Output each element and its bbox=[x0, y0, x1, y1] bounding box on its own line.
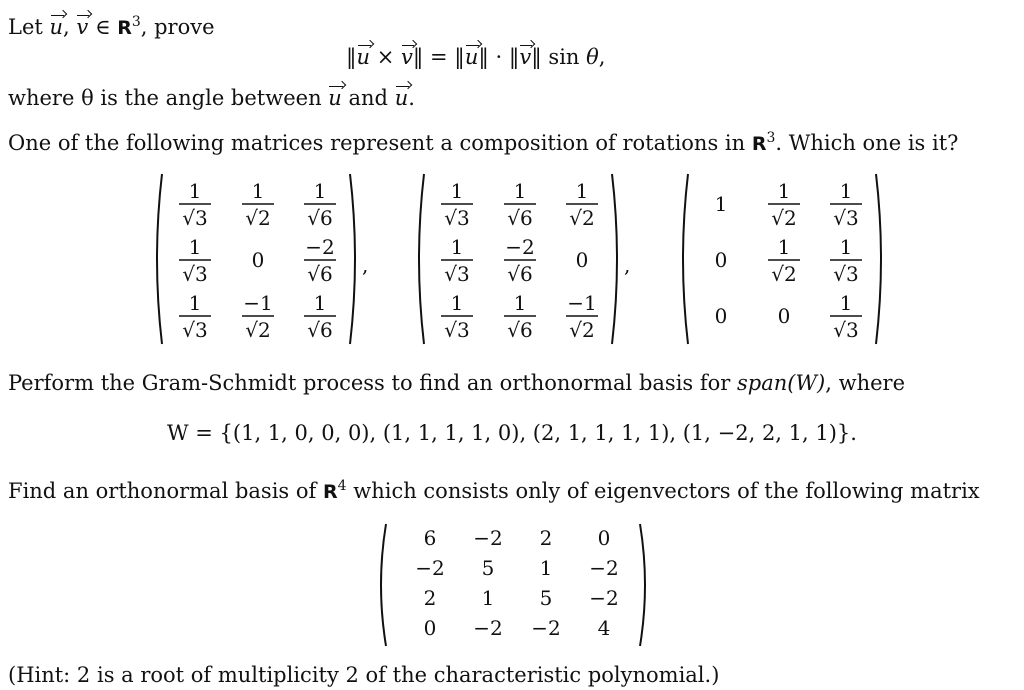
element-of-symbol: ∈ bbox=[94, 15, 111, 39]
matrix-2-entry-0-0 bbox=[441, 179, 473, 230]
svg-text:√3: √3 bbox=[182, 262, 208, 286]
svg-text:√3: √3 bbox=[182, 318, 208, 342]
eigen-entry-2-1: 1 bbox=[481, 586, 495, 610]
svg-text:1: 1 bbox=[188, 291, 202, 315]
matrix-3-entry-2-2 bbox=[830, 291, 862, 342]
set-w-equation bbox=[0, 420, 1024, 446]
let-word: Let bbox=[8, 15, 43, 39]
svg-text:√2: √2 bbox=[245, 206, 271, 230]
matrix-2-entry-1-0 bbox=[441, 235, 473, 286]
svg-text:1: 1 bbox=[313, 179, 327, 203]
svg-text:1: 1 bbox=[188, 235, 202, 259]
svg-text:√3: √3 bbox=[182, 206, 208, 230]
svg-text:−1: −1 bbox=[567, 291, 597, 315]
gram-schmidt-text: Perform the Gram-Schmidt process to find an orthonormal basis for bbox=[8, 371, 731, 395]
svg-text:√3: √3 bbox=[833, 318, 859, 342]
matrix-3-entry-2-1 bbox=[778, 304, 791, 328]
vector-v: v bbox=[76, 12, 88, 40]
space-exponent-4: 4 bbox=[337, 478, 347, 494]
svg-text:1: 1 bbox=[251, 179, 265, 203]
eigen-entry-2-2: 5 bbox=[539, 586, 553, 610]
svg-text:1: 1 bbox=[777, 235, 791, 259]
matrix-1-entry-2-2 bbox=[304, 291, 336, 342]
svg-text:√6: √6 bbox=[507, 262, 533, 286]
eigen-entry-0-1: −2 bbox=[473, 526, 503, 550]
rotation-matrices bbox=[0, 170, 1024, 350]
matrix-2-entry-0-2 bbox=[566, 179, 598, 230]
set-w-text: W = {(1, 1, 0, 0, 0), (1, 1, 1, 1, 0), (2, 1, 1, 1, 1), (1, −2, 2, 1, 1)}. bbox=[167, 421, 857, 445]
prove-word: , prove bbox=[140, 15, 215, 39]
svg-text:−2: −2 bbox=[505, 235, 535, 259]
matrix-3-entry-0-2 bbox=[830, 179, 862, 230]
eigen-entry-1-2: 1 bbox=[539, 556, 553, 580]
problem2-question bbox=[8, 130, 958, 157]
eigen-entry-1-0: −2 bbox=[415, 556, 445, 580]
matrix-2-entry-2-0 bbox=[441, 291, 473, 342]
matrix-2-entry-1-2 bbox=[576, 248, 589, 272]
eq-norm-v: v bbox=[519, 42, 531, 70]
matrix-1-entry-1-0 bbox=[179, 235, 211, 286]
svg-text:√2: √2 bbox=[245, 318, 271, 342]
eigen-entry-0-3: 0 bbox=[597, 526, 611, 550]
matrix-2-entry-0-1 bbox=[504, 179, 536, 230]
svg-text:1: 1 bbox=[777, 179, 791, 203]
orthonormal-basis-text: Find an orthonormal basis of bbox=[8, 479, 317, 503]
svg-text:1: 1 bbox=[839, 179, 853, 203]
rotation-question-text: One of the following matrices represent a composition of rotations in bbox=[8, 131, 746, 155]
matrix-1-entry-1-2 bbox=[304, 235, 336, 286]
eigen-entry-2-3: −2 bbox=[589, 586, 619, 610]
svg-text:√3: √3 bbox=[833, 262, 859, 286]
angle-vector-u2: u bbox=[395, 83, 409, 111]
svg-text:1: 1 bbox=[839, 291, 853, 315]
svg-text:0: 0 bbox=[714, 304, 728, 328]
eigen-entry-2-0: 2 bbox=[423, 586, 437, 610]
where-suffix: , where bbox=[825, 371, 906, 395]
matrix-3-right-paren bbox=[876, 174, 881, 344]
matrix-1-entry-2-1 bbox=[242, 291, 274, 342]
angle-definition: where θ is the angle between u and u. bbox=[8, 83, 415, 111]
matrix-separator-comma: , bbox=[362, 253, 369, 277]
hint-content: (Hint: 2 is a root of multiplicity 2 of the characteristic polynomial.) bbox=[8, 663, 720, 687]
eigenvector-text: which consists only of eigenvectors of the following matrix bbox=[353, 479, 980, 503]
eigen-entry-3-0: 0 bbox=[423, 616, 437, 640]
matrix-1-right-paren bbox=[350, 174, 355, 344]
matrix-3-entry-1-1 bbox=[768, 235, 800, 286]
matrix-1-entry-0-0 bbox=[179, 179, 211, 230]
space-exponent: 3 bbox=[131, 14, 141, 30]
matrix-2-entry-2-1 bbox=[504, 291, 536, 342]
cross-product-equation: ‖u × v‖ = ‖u‖ · ‖v‖ sin θ, bbox=[346, 42, 605, 70]
svg-text:1: 1 bbox=[575, 179, 589, 203]
svg-text:0: 0 bbox=[777, 304, 791, 328]
span-expression: span(W) bbox=[737, 371, 826, 395]
svg-text:√2: √2 bbox=[569, 318, 595, 342]
svg-text:1: 1 bbox=[513, 291, 527, 315]
svg-text:√2: √2 bbox=[771, 262, 797, 286]
question-end-text: . Which one is it? bbox=[775, 131, 959, 155]
matrix-3-left-paren bbox=[683, 174, 688, 344]
eigen-matrix bbox=[370, 520, 660, 650]
svg-text:1: 1 bbox=[839, 235, 853, 259]
problem4-statement bbox=[8, 478, 980, 505]
eigen-entry-3-2: −2 bbox=[531, 616, 561, 640]
svg-text:√6: √6 bbox=[307, 262, 333, 286]
eigen-entry-0-0: 6 bbox=[423, 526, 437, 550]
svg-text:0: 0 bbox=[251, 248, 265, 272]
svg-text:1: 1 bbox=[188, 179, 202, 203]
matrix-1-entry-1-1 bbox=[252, 248, 265, 272]
matrix-2-left-paren bbox=[419, 174, 424, 344]
matrix-1-entry-2-0 bbox=[179, 291, 211, 342]
real-space-symbol: R bbox=[117, 17, 132, 39]
and-word: and bbox=[348, 86, 389, 110]
svg-text:√6: √6 bbox=[507, 318, 533, 342]
matrix-3-entry-0-1 bbox=[768, 179, 800, 230]
svg-text:0: 0 bbox=[714, 248, 728, 272]
matrix-1-entry-0-1 bbox=[242, 179, 274, 230]
space-exponent-2: 3 bbox=[766, 130, 776, 146]
eigen-entry-1-3: −2 bbox=[589, 556, 619, 580]
svg-text:√6: √6 bbox=[307, 206, 333, 230]
svg-text:0: 0 bbox=[575, 248, 589, 272]
svg-text:√3: √3 bbox=[444, 318, 470, 342]
svg-text:1: 1 bbox=[513, 179, 527, 203]
eq-vector-v: v bbox=[401, 42, 413, 70]
svg-text:1: 1 bbox=[714, 192, 728, 216]
eigen-entry-3-1: −2 bbox=[473, 616, 503, 640]
problem3-statement bbox=[8, 370, 905, 396]
problem1-statement: Let u, v ∈ $R^3$, prove bbox=[8, 14, 215, 39]
eigen-matrix-right-paren bbox=[640, 524, 645, 646]
vector-u: u bbox=[50, 12, 64, 40]
matrix-3-entry-0-0 bbox=[715, 192, 728, 216]
where-text: where θ is the angle between bbox=[8, 86, 322, 110]
real-space-symbol-2: R bbox=[751, 133, 767, 155]
svg-text:1: 1 bbox=[450, 291, 464, 315]
eigen-entry-0-2: 2 bbox=[539, 526, 553, 550]
svg-text:√3: √3 bbox=[444, 262, 470, 286]
eq-vector-u: u bbox=[357, 42, 371, 70]
svg-text:1: 1 bbox=[450, 235, 464, 259]
eigen-matrix-left-paren bbox=[381, 524, 386, 646]
angle-vector-u: u bbox=[328, 83, 342, 111]
matrix-3-entry-1-2 bbox=[830, 235, 862, 286]
hint-text bbox=[8, 662, 719, 688]
svg-text:√2: √2 bbox=[771, 206, 797, 230]
svg-text:−1: −1 bbox=[243, 291, 273, 315]
svg-text:√6: √6 bbox=[307, 318, 333, 342]
matrix-3-entry-1-0 bbox=[715, 248, 728, 272]
svg-text:1: 1 bbox=[450, 179, 464, 203]
matrix-1-entry-0-2 bbox=[304, 179, 336, 230]
svg-text:√3: √3 bbox=[833, 206, 859, 230]
matrix-separator-comma: , bbox=[624, 253, 631, 277]
matrix-2-entry-1-1 bbox=[504, 235, 536, 286]
svg-text:√2: √2 bbox=[569, 206, 595, 230]
matrix-3-entry-2-0 bbox=[715, 304, 728, 328]
eigen-entry-3-3: 4 bbox=[597, 616, 611, 640]
matrix-1-left-paren bbox=[157, 174, 162, 344]
eigen-entry-1-1: 5 bbox=[481, 556, 495, 580]
matrix-2-entry-2-2 bbox=[566, 291, 598, 342]
svg-text:√6: √6 bbox=[507, 206, 533, 230]
svg-text:√3: √3 bbox=[444, 206, 470, 230]
eq-norm-u: u bbox=[465, 42, 479, 70]
svg-text:−2: −2 bbox=[305, 235, 335, 259]
matrix-2-right-paren bbox=[612, 174, 617, 344]
svg-text:1: 1 bbox=[313, 291, 327, 315]
real-space-symbol-4: R bbox=[322, 481, 338, 503]
